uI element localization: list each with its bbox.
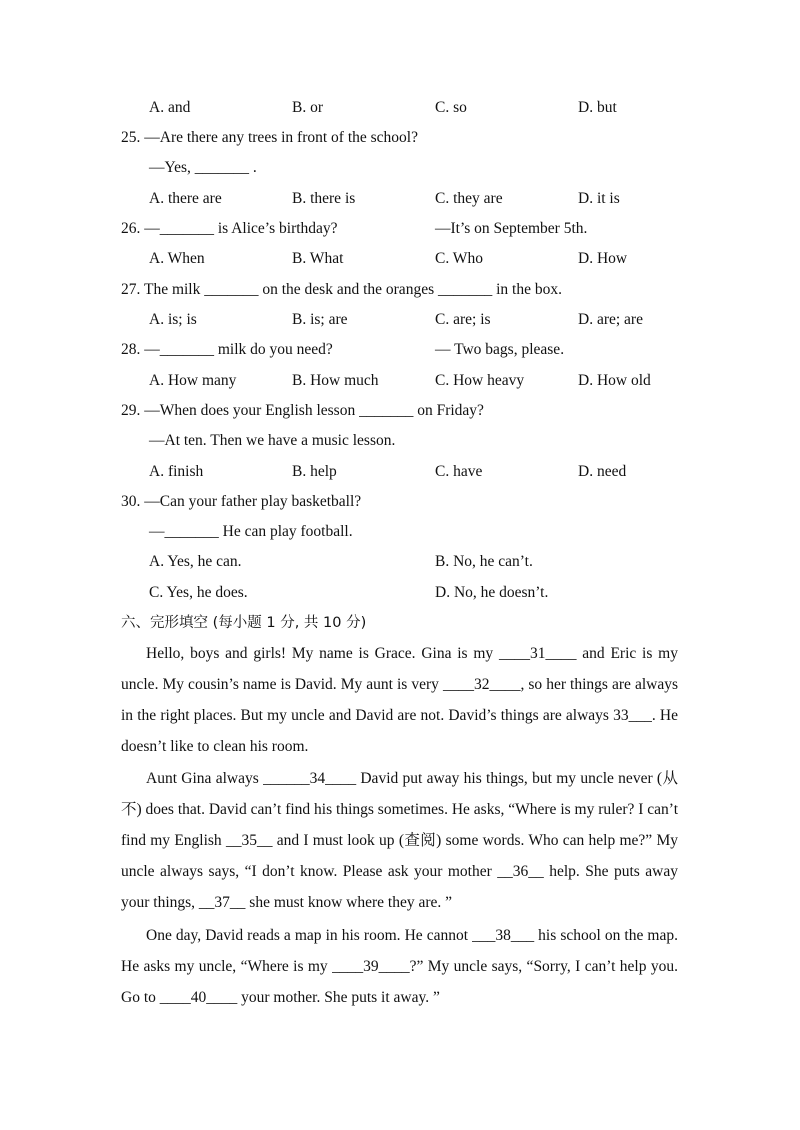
q26-stem: 26. —_______ is Alice’s birthday? — [121, 220, 338, 237]
section-heading: 六、完形填空 (每小题 1 分, 共 10 分) — [121, 615, 367, 631]
q24-option-c: C. so — [435, 99, 467, 116]
q27-stem: 27. The milk _______ on the desk and the oranges _______ in the box. — [121, 281, 562, 298]
passage-paragraph-1: Hello, boys and girls! My name is Grace. Gina is my ____31____ and Eric is my uncle. My cousin’s name is David. My aunt is very ____32____, so her things are always in the right places. But my uncle and David are not. David’s things are always 33___. He doesn’t like to clean his room. — [121, 645, 678, 755]
q29-option-b: B. help — [292, 463, 337, 480]
q25-option-b: B. there is — [292, 190, 356, 207]
q26-option-a: A. When — [149, 250, 205, 267]
q29-option-d: D. need — [578, 463, 627, 480]
q28-reply: — Two bags, please. — [435, 341, 565, 358]
q27-option-c: C. are; is — [435, 311, 491, 328]
q30-option-b: B. No, he can’t. — [435, 553, 533, 570]
q25-option-c: C. they are — [435, 190, 503, 207]
q28-option-b: B. How much — [292, 372, 379, 389]
q30-option-c: C. Yes, he does. — [149, 584, 248, 601]
q25-option-d: D. it is — [578, 190, 620, 207]
q30-option-a: A. Yes, he can. — [149, 553, 242, 570]
q27-option-d: D. are; are — [578, 311, 643, 328]
passage-paragraph-3: One day, David reads a map in his room. He cannot ___38___ his school on the map. He asks my uncle, “Where is my ____39____?” My uncle says, “Sorry, I can’t help you. Go to ____40____ your mother. She puts it away. ” — [121, 927, 678, 1006]
q25-option-a: A. there are — [149, 190, 222, 207]
q27-option-a: A. is; is — [149, 311, 197, 328]
q25-stem: 25. —Are there any trees in front of the school? — [121, 129, 418, 146]
q29-answer-line: —At ten. Then we have a music lesson. — [149, 432, 396, 449]
q28-option-c: C. How heavy — [435, 372, 525, 389]
q26-option-b: B. What — [292, 250, 344, 267]
passage-paragraph-2: Aunt Gina always ______34____ David put away his things, but my uncle never (从不) does that. David can’t find his things sometimes. He asks, “Where is my ruler? I can’t find my English __35__ and I must look up (查阅) some words. Who can help me?” My uncle always says, “I don’t know. Please ask your mother __36__ help. She puts away your things, __37__ she must know where they are. ” — [121, 770, 678, 911]
q24-option-a: A. and — [149, 99, 191, 116]
q27-option-b: B. is; are — [292, 311, 348, 328]
q26-option-d: D. How — [578, 250, 628, 267]
q24-option-b: B. or — [292, 99, 323, 116]
q30-option-d: D. No, he doesn’t. — [435, 584, 549, 601]
q25-answer-line: —Yes, _______ . — [149, 159, 257, 176]
q24-option-d: D. but — [578, 99, 617, 116]
q30-answer-line: —_______ He can play football. — [149, 523, 353, 540]
q29-option-a: A. finish — [149, 463, 204, 480]
q28-option-d: D. How old — [578, 372, 651, 389]
q29-stem: 29. —When does your English lesson _______ on Friday? — [121, 402, 484, 419]
q30-stem: 30. —Can your father play basketball? — [121, 493, 362, 510]
q28-stem: 28. —_______ milk do you need? — [121, 341, 333, 358]
q26-reply: —It’s on September 5th. — [435, 220, 588, 237]
q29-option-c: C. have — [435, 463, 483, 480]
q26-option-c: C. Who — [435, 250, 483, 267]
q28-option-a: A. How many — [149, 372, 237, 389]
